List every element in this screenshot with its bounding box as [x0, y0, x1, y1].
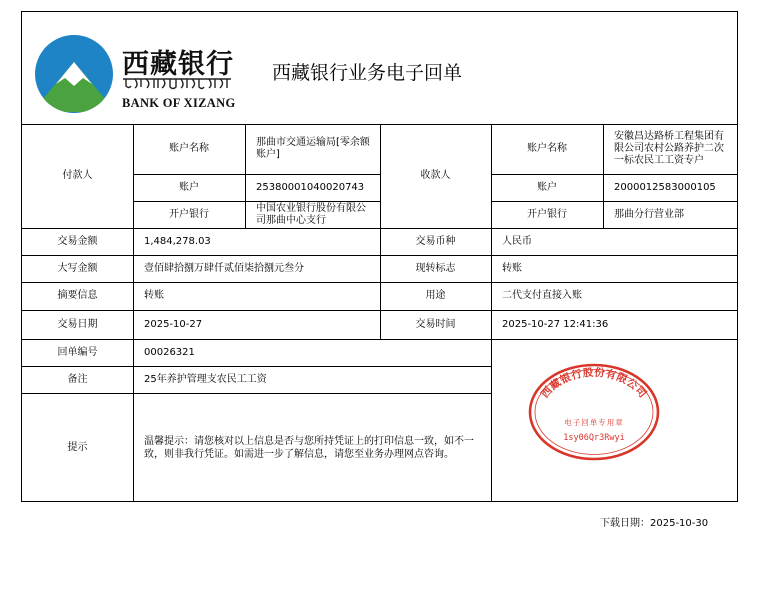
payee-bank: 那曲分行营业部 — [614, 208, 684, 220]
payer-bank: 中国农业银行股份有限公司那曲中心支行 — [256, 202, 366, 226]
amount-words-value: 壹佰肆拾捌万肆仟贰佰柒拾捌元叁分 — [144, 262, 304, 274]
bank-name-cn: 西藏银行 — [122, 49, 234, 80]
receipt-no-value: 00026321 — [144, 346, 195, 358]
svg-text:西藏银行股份有限公司: 西藏银行股份有限公司 — [539, 366, 649, 401]
purpose-label: 用途 — [425, 290, 446, 301]
transfer-value: 转账 — [502, 262, 522, 274]
date-label: 交易日期 — [57, 318, 98, 330]
payee-account-label: 账户 — [537, 181, 557, 193]
currency-value: 人民币 — [502, 235, 532, 247]
receipt-no-label: 回单编号 — [57, 346, 98, 358]
summary-label: 摘要信息 — [57, 290, 98, 301]
payer-name-label: 账户名称 — [169, 143, 209, 154]
payer-section-label: 付款人 — [62, 170, 93, 181]
time-value: 2025-10-27 12:41:36 — [502, 318, 609, 330]
currency-label: 交易币种 — [415, 235, 456, 247]
payer-name: 那曲市交通运输局[零余额账户] — [256, 137, 370, 160]
bank-name-en: BANK OF XIZANG — [122, 96, 236, 110]
tibetan-script-logo — [123, 76, 231, 90]
payer-account-label: 账户 — [179, 181, 199, 193]
payer-account: 25380001040020743 — [256, 181, 365, 193]
bank-logo-icon — [34, 34, 114, 114]
stamp-code: 1sy06Qr3Rwyi — [563, 433, 625, 443]
amount-label: 交易金额 — [57, 235, 98, 247]
receipt-header — [22, 12, 737, 125]
payer-bank-label: 开户银行 — [169, 208, 209, 220]
payee-name-label: 账户名称 — [527, 143, 567, 154]
amount-value: 1,484,278.03 — [144, 235, 211, 247]
download-date: 下载日期：2025-10-30 — [600, 518, 709, 529]
payee-section-label: 收款人 — [420, 170, 451, 181]
amount-words-label: 大写金额 — [57, 262, 98, 274]
document-title: 西藏银行业务电子回单 — [272, 62, 463, 84]
tips-label: 提示 — [67, 441, 88, 453]
payee-bank-label: 开户银行 — [527, 208, 567, 220]
purpose-value: 二代支付直接入账 — [502, 290, 582, 301]
remark-value: 25年养护管理支农民工工资 — [144, 373, 267, 385]
date-value: 2025-10-27 — [144, 318, 203, 330]
remark-label: 备注 — [67, 373, 88, 385]
transfer-label: 现转标志 — [415, 262, 456, 274]
summary-value: 转账 — [144, 290, 164, 301]
payee-name: 安徽昌达路桥工程集团有限公司农村公路养护二次一标农民工工资专户 — [614, 131, 724, 166]
stamp-subtitle: 电子回单专用章 — [564, 418, 624, 427]
bank-seal-stamp — [527, 362, 661, 462]
payee-account: 2000012583000105 — [614, 181, 716, 193]
tips-value: 温馨提示：请您核对以上信息是否与您所持凭证上的打印信息一致，如不一致，则非我行凭证。如需进一步了解信息，请您至业务办理网点咨询。 — [144, 435, 474, 460]
time-label: 交易时间 — [415, 318, 456, 330]
